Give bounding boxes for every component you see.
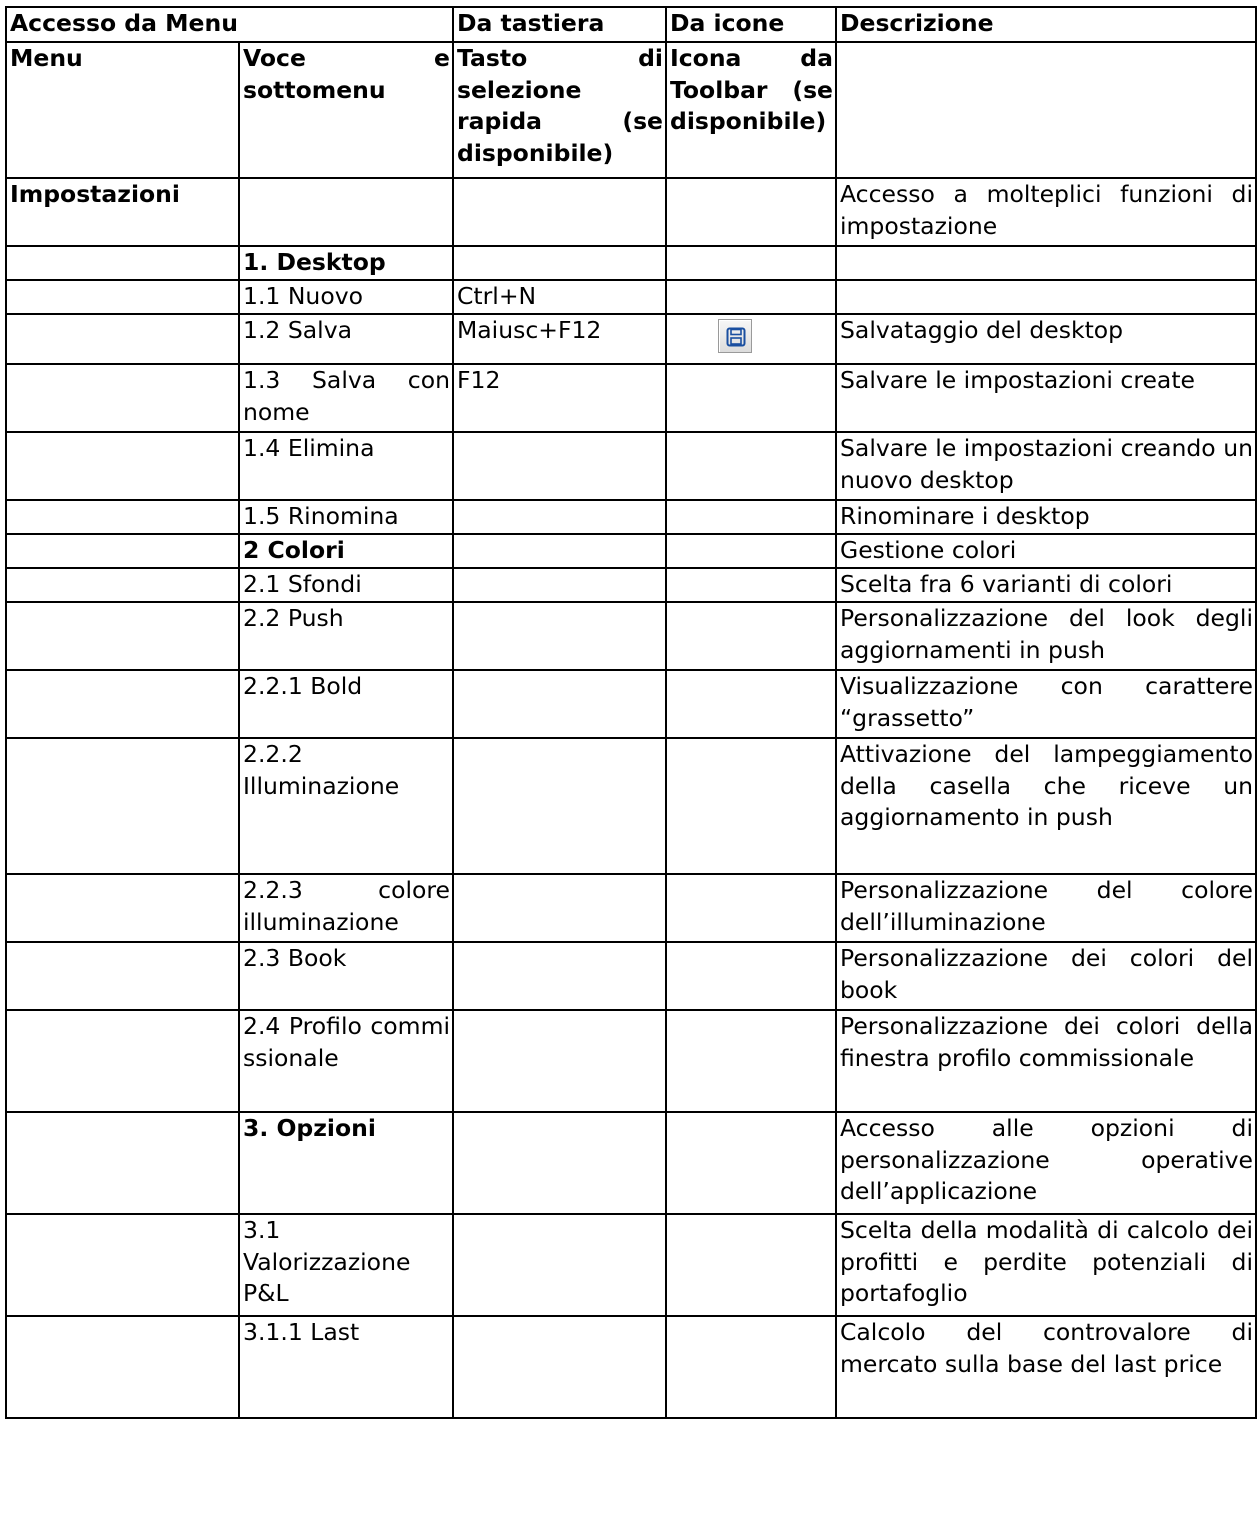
- cell-menu: Impostazioni: [6, 178, 239, 246]
- cell-icon: [666, 1214, 836, 1316]
- cell-item: 1.1 Nuovo: [239, 280, 453, 314]
- cell-menu: [6, 432, 239, 500]
- cell-menu: [6, 1214, 239, 1316]
- cell-key: [453, 534, 666, 568]
- table-row: [6, 602, 1256, 670]
- header-keyboard: Da tastiera: [453, 7, 666, 42]
- header-quick-key: Tasto di selezione rapida (se disponibile): [453, 42, 666, 178]
- cell-item: [239, 178, 453, 246]
- cell-menu: [6, 874, 239, 942]
- cell-icon: [666, 568, 836, 602]
- cell-menu: [6, 568, 239, 602]
- cell-icon: [666, 178, 836, 246]
- cell-description: Calcolo del controvalore di mercato sulla base del last price: [836, 1316, 1256, 1418]
- cell-icon: [666, 738, 836, 874]
- table-row: [6, 534, 1256, 568]
- cell-key: [453, 568, 666, 602]
- cell-icon: [666, 280, 836, 314]
- cell-icon: [666, 314, 836, 364]
- cell-icon: [666, 432, 836, 500]
- cell-item: 1.3 Salva con nome: [239, 364, 453, 432]
- cell-item: 2.2.1 Bold: [239, 670, 453, 738]
- cell-item: 2.2 Push: [239, 602, 453, 670]
- cell-description: Gestione colori: [836, 534, 1256, 568]
- cell-icon: [666, 874, 836, 942]
- table-row: [6, 178, 1256, 246]
- header-description: Descrizione: [836, 7, 1256, 42]
- cell-icon: [666, 1112, 836, 1214]
- cell-key: F12: [453, 364, 666, 432]
- cell-item: 1. Desktop: [239, 246, 453, 280]
- cell-icon: [666, 602, 836, 670]
- cell-icon: [666, 1316, 836, 1418]
- cell-item: 2.2.3 colore illuminazione: [239, 874, 453, 942]
- cell-item: 2.1 Sfondi: [239, 568, 453, 602]
- cell-description: Personalizzazione dei colori della finestra profilo commissionale: [836, 1010, 1256, 1112]
- header-toolbar-icon: Icona da Toolbar (se disponibile): [666, 42, 836, 178]
- cell-description: Visualizzazione con carattere “grassetto”: [836, 670, 1256, 738]
- header-row-2: [6, 42, 1256, 178]
- cell-menu: [6, 670, 239, 738]
- table-row: [6, 942, 1256, 1010]
- cell-key: [453, 874, 666, 942]
- cell-key: [453, 1214, 666, 1316]
- cell-description: Personalizzazione del colore dell’illuminazione: [836, 874, 1256, 942]
- table-row: [6, 246, 1256, 280]
- cell-description: Scelta fra 6 varianti di colori: [836, 568, 1256, 602]
- table-row: [6, 280, 1256, 314]
- cell-menu: [6, 364, 239, 432]
- header-icons: Da icone: [666, 7, 836, 42]
- cell-key: [453, 942, 666, 1010]
- header-menu: Menu: [6, 42, 239, 178]
- cell-key: [453, 1112, 666, 1214]
- cell-item: 2 Colori: [239, 534, 453, 568]
- cell-description: Rinominare i desktop: [836, 500, 1256, 534]
- cell-key: [453, 1010, 666, 1112]
- cell-item: 1.2 Salva: [239, 314, 453, 364]
- header-row-1: [6, 7, 1256, 42]
- cell-description: Scelta della modalità di calcolo dei profitti e perdite potenziali di portafoglio: [836, 1214, 1256, 1316]
- cell-menu: [6, 534, 239, 568]
- cell-description: Personalizzazione del look degli aggiornamenti in push: [836, 602, 1256, 670]
- cell-key: [453, 432, 666, 500]
- cell-menu: [6, 1010, 239, 1112]
- cell-key: [453, 246, 666, 280]
- cell-menu: [6, 246, 239, 280]
- cell-menu: [6, 314, 239, 364]
- cell-icon: [666, 246, 836, 280]
- cell-description: Salvataggio del desktop: [836, 314, 1256, 364]
- cell-description: Salvare le impostazioni creando un nuovo desktop: [836, 432, 1256, 500]
- cell-icon: [666, 534, 836, 568]
- table-row: [6, 568, 1256, 602]
- save-icon[interactable]: [718, 319, 752, 353]
- cell-description: Attivazione del lampeggiamento della casella che riceve un aggiornamento in push: [836, 738, 1256, 874]
- cell-description: Accesso a molteplici funzioni di impostazione: [836, 178, 1256, 246]
- header-menu-access: Accesso da Menu: [6, 7, 453, 42]
- cell-item: 1.4 Elimina: [239, 432, 453, 500]
- cell-key: [453, 738, 666, 874]
- table-row: [6, 1112, 1256, 1214]
- cell-item: 3. Opzioni: [239, 1112, 453, 1214]
- cell-menu: [6, 1316, 239, 1418]
- cell-icon: [666, 500, 836, 534]
- cell-icon: [666, 364, 836, 432]
- cell-key: Maiusc+F12: [453, 314, 666, 364]
- cell-icon: [666, 670, 836, 738]
- header-item-submenu: Voce e sottomenu: [239, 42, 453, 178]
- cell-key: [453, 602, 666, 670]
- menu-reference-table: [5, 6, 1257, 1419]
- cell-item: 3.1 Valorizzazione P&L: [239, 1214, 453, 1316]
- cell-key: [453, 670, 666, 738]
- table-row: [6, 1214, 1256, 1316]
- cell-key: [453, 1316, 666, 1418]
- cell-description: [836, 280, 1256, 314]
- cell-menu: [6, 738, 239, 874]
- cell-menu: [6, 602, 239, 670]
- header-description-empty: [836, 42, 1256, 178]
- table-row: [6, 738, 1256, 874]
- cell-item: 1.5 Rinomina: [239, 500, 453, 534]
- cell-item: 2.2.2 Illuminazione: [239, 738, 453, 874]
- cell-description: Personalizzazione dei colori del book: [836, 942, 1256, 1010]
- table-row: [6, 432, 1256, 500]
- cell-item: 3.1.1 Last: [239, 1316, 453, 1418]
- cell-menu: [6, 500, 239, 534]
- cell-menu: [6, 942, 239, 1010]
- cell-menu: [6, 280, 239, 314]
- cell-key: Ctrl+N: [453, 280, 666, 314]
- table-row: [6, 500, 1256, 534]
- table-row: [6, 1010, 1256, 1112]
- cell-description: Salvare le impostazioni create: [836, 364, 1256, 432]
- cell-item: 2.3 Book: [239, 942, 453, 1010]
- table-row: [6, 874, 1256, 942]
- cell-description: Accesso alle opzioni di personalizzazione operative dell’applicazione: [836, 1112, 1256, 1214]
- table-row: [6, 670, 1256, 738]
- table-row: [6, 364, 1256, 432]
- table-row: [6, 314, 1256, 364]
- cell-item: 2.4 Profilo commissionale: [239, 1010, 453, 1112]
- cell-menu: [6, 1112, 239, 1214]
- cell-icon: [666, 942, 836, 1010]
- cell-description: [836, 246, 1256, 280]
- cell-icon: [666, 1010, 836, 1112]
- table-row: [6, 1316, 1256, 1418]
- cell-key: [453, 500, 666, 534]
- cell-key: [453, 178, 666, 246]
